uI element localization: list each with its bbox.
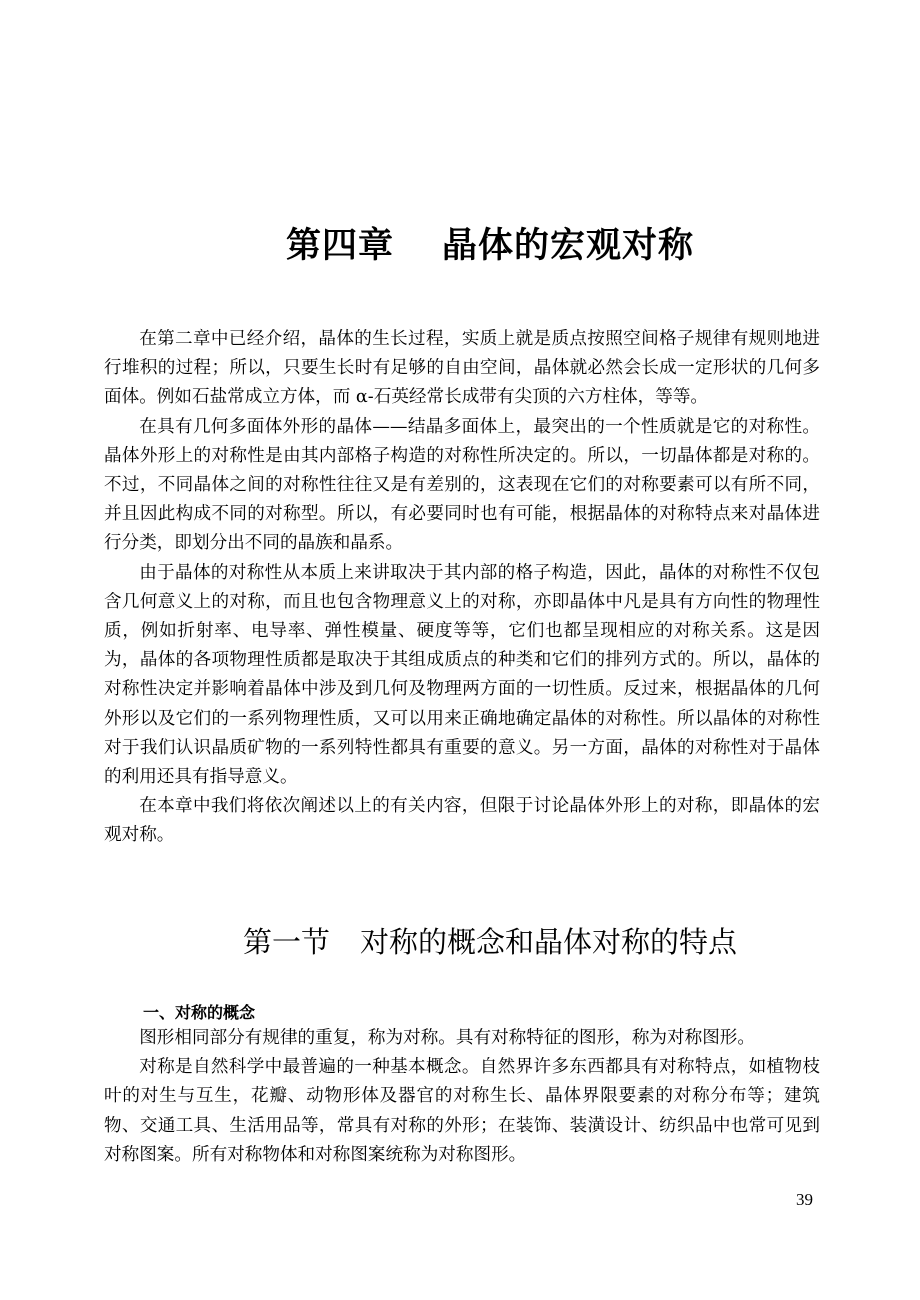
intro-paragraph-3: 由于晶体的对称性从本质上来讲取决于其内部的格子构造，因此，晶体的对称性不仅包含几何意义上的对称，而且也包含物理意义上的对称，亦即晶体中凡是具有方向性的物理性质，例如折射率、电导率、弹性模量、硬度等等，它们也都呈现相应的对称关系。这是因为，晶体的各项物理性质都是取决于其组成质点的种类和它们的排列方式的。所以，晶体的对称性决定并影响着晶体中涉及到几何及物理两方面的一切性质。反过来，根据晶体的几何外形以及它们的一系列物理性质，又可以用来正确地确定晶体的对称性。所以晶体的对称性对于我们认识晶质矿物的一系列特性都具有重要的意义。另一方面，晶体的对称性对于晶体的利用还具有指导意义。	[104, 562, 820, 788]
subsection-heading: 一、对称的概念	[143, 1003, 256, 1022]
chapter-name: 晶体的宏观对称	[442, 226, 695, 266]
subsection-text	[104, 1024, 820, 1170]
intro-paragraph-1: 在第二章中已经介绍，晶体的生长过程，实质上就是质点按照空间格子规律有规则地进行堆积的过程；所以，只要生长时有足够的自由空间，晶体就必然会长成一定形状的几何多面体。例如石盐常成立方体，而 α-石英经常长成带有尖顶的六方柱体，等等。	[104, 329, 820, 408]
chapter-title	[0, 218, 920, 268]
page-number: 39	[796, 1190, 813, 1209]
subsection-paragraph-1: 图形相同部分有规律的重复，称为对称。具有对称特征的图形，称为对称图形。	[139, 1028, 755, 1048]
chapter-number: 第四章	[285, 226, 394, 266]
subsection-paragraph-2: 对称是自然科学中最普遍的一种基本概念。自然界许多东西都具有对称特点，如植物枝叶的对生与互生，花瓣、动物形体及器官的对称生长、晶体界限要素的对称分布等；建筑物、交通工具、生活用品等，常具有对称的外形；在装饰、装潢设计、纺织品中也常可见到对称图案。所有对称物体和对称图案统称为对称图形。	[104, 1057, 820, 1165]
section-name: 对称的概念和晶体对称的特点	[360, 925, 738, 959]
intro-paragraph-4: 在本章中我们将依次阐述以上的有关内容，但限于讨论晶体外形上的对称，即晶体的宏观对称。	[104, 796, 820, 846]
section-number: 第一节	[242, 925, 330, 959]
intro-paragraph-2: 在具有几何多面体外形的晶体——结晶多面体上，最突出的一个性质就是它的对称性。晶体外形上的对称性是由其内部格子构造的对称性所决定的。所以，一切晶体都是对称的。不过，不同晶体之间的对称性往往又是有差别的，这表现在它们的对称要素可以有所不同，并且因此构成不同的对称型。所以，有必要同时也有可能，根据晶体的对称特点来对晶体进行分类，即划分出不同的晶族和晶系。	[104, 416, 820, 554]
section-title	[0, 920, 920, 961]
intro-text	[104, 325, 820, 851]
